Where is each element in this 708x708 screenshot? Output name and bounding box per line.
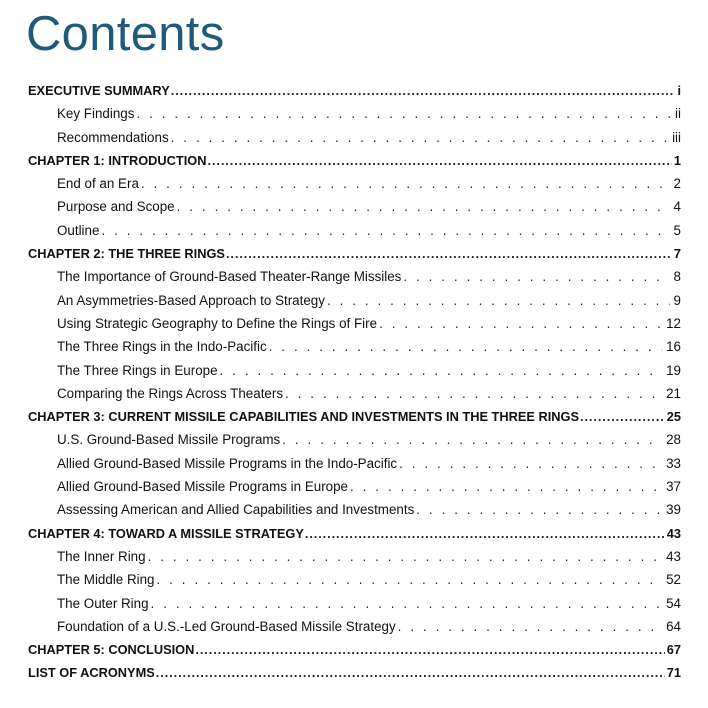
toc-entry[interactable] xyxy=(28,545,681,568)
page-title: Contents xyxy=(26,7,225,61)
toc-entry[interactable] xyxy=(28,452,681,475)
toc-entry-label: The Inner Ring xyxy=(57,548,146,564)
dot-leader xyxy=(327,289,670,312)
toc-entry[interactable] xyxy=(28,498,681,521)
dot-leader xyxy=(269,335,662,358)
toc-entry-page: 28 xyxy=(666,432,681,448)
toc-entry-label: U.S. Ground-Based Missile Programs xyxy=(57,432,281,448)
toc-entry[interactable] xyxy=(28,149,681,172)
toc-entry-page: 43 xyxy=(666,525,681,541)
dot-leader xyxy=(226,242,672,265)
toc-entry[interactable] xyxy=(28,79,681,102)
toc-entry-label: Allied Ground-Based Missile Programs in the Indo-Pacific xyxy=(57,455,398,471)
dot-leader xyxy=(403,265,669,288)
toc-entry-page: 9 xyxy=(673,292,681,308)
dot-leader xyxy=(171,126,668,149)
toc-entry-page: 21 xyxy=(666,385,681,401)
toc-entry-page: 12 xyxy=(666,315,681,331)
dot-leader xyxy=(305,522,665,545)
toc-entry-label: Key Findings xyxy=(57,106,135,122)
toc-entry-label: Allied Ground-Based Missile Programs in Europe xyxy=(57,479,349,495)
toc-entry[interactable] xyxy=(28,592,681,615)
toc-entry-page: 2 xyxy=(673,176,681,192)
dot-leader xyxy=(136,102,671,125)
toc-entry-label: CHAPTER 2: THE THREE RINGS xyxy=(28,246,225,262)
dot-leader xyxy=(195,638,664,661)
toc-entry[interactable] xyxy=(28,382,681,405)
toc-entry-page: 33 xyxy=(666,455,681,471)
toc-entry-page: 16 xyxy=(666,339,681,355)
dot-leader xyxy=(416,498,662,521)
toc-entry-label: The Three Rings in the Indo-Pacific xyxy=(57,339,267,355)
toc-entry-page: 4 xyxy=(673,199,681,215)
dot-leader xyxy=(398,615,662,638)
dot-leader xyxy=(282,428,662,451)
table-of-contents xyxy=(28,79,681,685)
toc-entry-label: Using Strategic Geography to Define the Rings of Fire xyxy=(57,315,378,331)
toc-entry-page: i xyxy=(677,83,681,98)
toc-entry[interactable] xyxy=(28,475,681,498)
toc-entry[interactable] xyxy=(28,638,681,661)
toc-entry-page: 19 xyxy=(666,362,681,378)
toc-entry-page: 5 xyxy=(673,222,681,238)
dot-leader xyxy=(151,592,663,615)
dot-leader xyxy=(177,195,670,218)
dot-leader xyxy=(207,149,671,172)
toc-entry-page: ii xyxy=(675,106,681,122)
toc-entry[interactable] xyxy=(28,359,681,382)
dot-leader xyxy=(350,475,662,498)
dot-leader xyxy=(171,79,676,102)
toc-entry-label: LIST OF ACRONYMS xyxy=(28,665,155,681)
toc-entry[interactable] xyxy=(28,219,681,242)
toc-entry-label: CHAPTER 5: CONCLUSION xyxy=(28,642,195,658)
toc-entry-label: CHAPTER 4: TOWARD A MISSILE STRATEGY xyxy=(28,525,304,541)
toc-entry[interactable] xyxy=(28,615,681,638)
toc-entry[interactable] xyxy=(28,568,681,591)
toc-entry-label: Assessing American and Allied Capabilities and Investments xyxy=(57,502,415,518)
toc-entry[interactable] xyxy=(28,312,681,335)
toc-entry-label: An Asymmetries-Based Approach to Strategy xyxy=(57,292,325,308)
toc-entry[interactable] xyxy=(28,242,681,265)
toc-entry[interactable] xyxy=(28,172,681,195)
dot-leader xyxy=(141,172,670,195)
toc-entry-page: 67 xyxy=(666,642,681,658)
toc-entry-label: The Outer Ring xyxy=(57,595,149,611)
toc-entry-label: Foundation of a U.S.-Led Ground-Based Missile Strategy xyxy=(57,618,396,634)
toc-entry-page: 64 xyxy=(666,618,681,634)
toc-entry-page: 8 xyxy=(673,269,681,285)
toc-entry[interactable] xyxy=(28,428,681,451)
toc-entry-label: EXECUTIVE SUMMARY xyxy=(28,83,170,98)
toc-entry-page: 1 xyxy=(673,152,681,168)
toc-entry[interactable] xyxy=(28,289,681,312)
toc-entry-page: 37 xyxy=(666,479,681,495)
toc-entry-page: 54 xyxy=(666,595,681,611)
toc-entry-label: Outline xyxy=(57,222,100,238)
toc-entry-page: 71 xyxy=(666,665,681,681)
dot-leader xyxy=(379,312,662,335)
toc-entry-page: 39 xyxy=(666,502,681,518)
toc-entry-label: CHAPTER 3: CURRENT MISSILE CAPABILITIES AND INVESTMENTS IN THE THREE RINGS xyxy=(28,409,580,425)
toc-entry-label: Comparing the Rings Across Theaters xyxy=(57,385,284,401)
toc-entry[interactable] xyxy=(28,661,681,684)
toc-entry-label: CHAPTER 1: INTRODUCTION xyxy=(28,152,207,168)
toc-entry-label: Purpose and Scope xyxy=(57,199,175,215)
toc-entry[interactable] xyxy=(28,405,681,428)
toc-entry-page: iii xyxy=(672,129,681,145)
toc-entry[interactable] xyxy=(28,522,681,545)
toc-entry[interactable] xyxy=(28,335,681,358)
toc-entry-page: 25 xyxy=(666,409,681,425)
toc-entry-label: The Importance of Ground-Based Theater-Range Missiles xyxy=(57,269,402,285)
toc-entry[interactable] xyxy=(28,195,681,218)
dot-leader xyxy=(156,661,665,684)
toc-entry[interactable] xyxy=(28,126,681,149)
toc-entry-page: 7 xyxy=(673,246,681,262)
toc-entry-label: The Three Rings in Europe xyxy=(57,362,218,378)
dot-leader xyxy=(580,405,665,428)
toc-entry-page: 52 xyxy=(666,572,681,588)
dot-leader xyxy=(220,359,663,382)
toc-entry-label: End of an Era xyxy=(57,176,139,192)
dot-leader xyxy=(399,452,662,475)
toc-entry[interactable] xyxy=(28,265,681,288)
toc-entry[interactable] xyxy=(28,102,681,125)
dot-leader xyxy=(285,382,662,405)
dot-leader xyxy=(101,219,669,242)
toc-entry-page: 43 xyxy=(666,548,681,564)
toc-entry-label: The Middle Ring xyxy=(57,572,155,588)
dot-leader xyxy=(148,545,663,568)
dot-leader xyxy=(157,568,663,591)
toc-entry-label: Recommendations xyxy=(57,129,169,145)
